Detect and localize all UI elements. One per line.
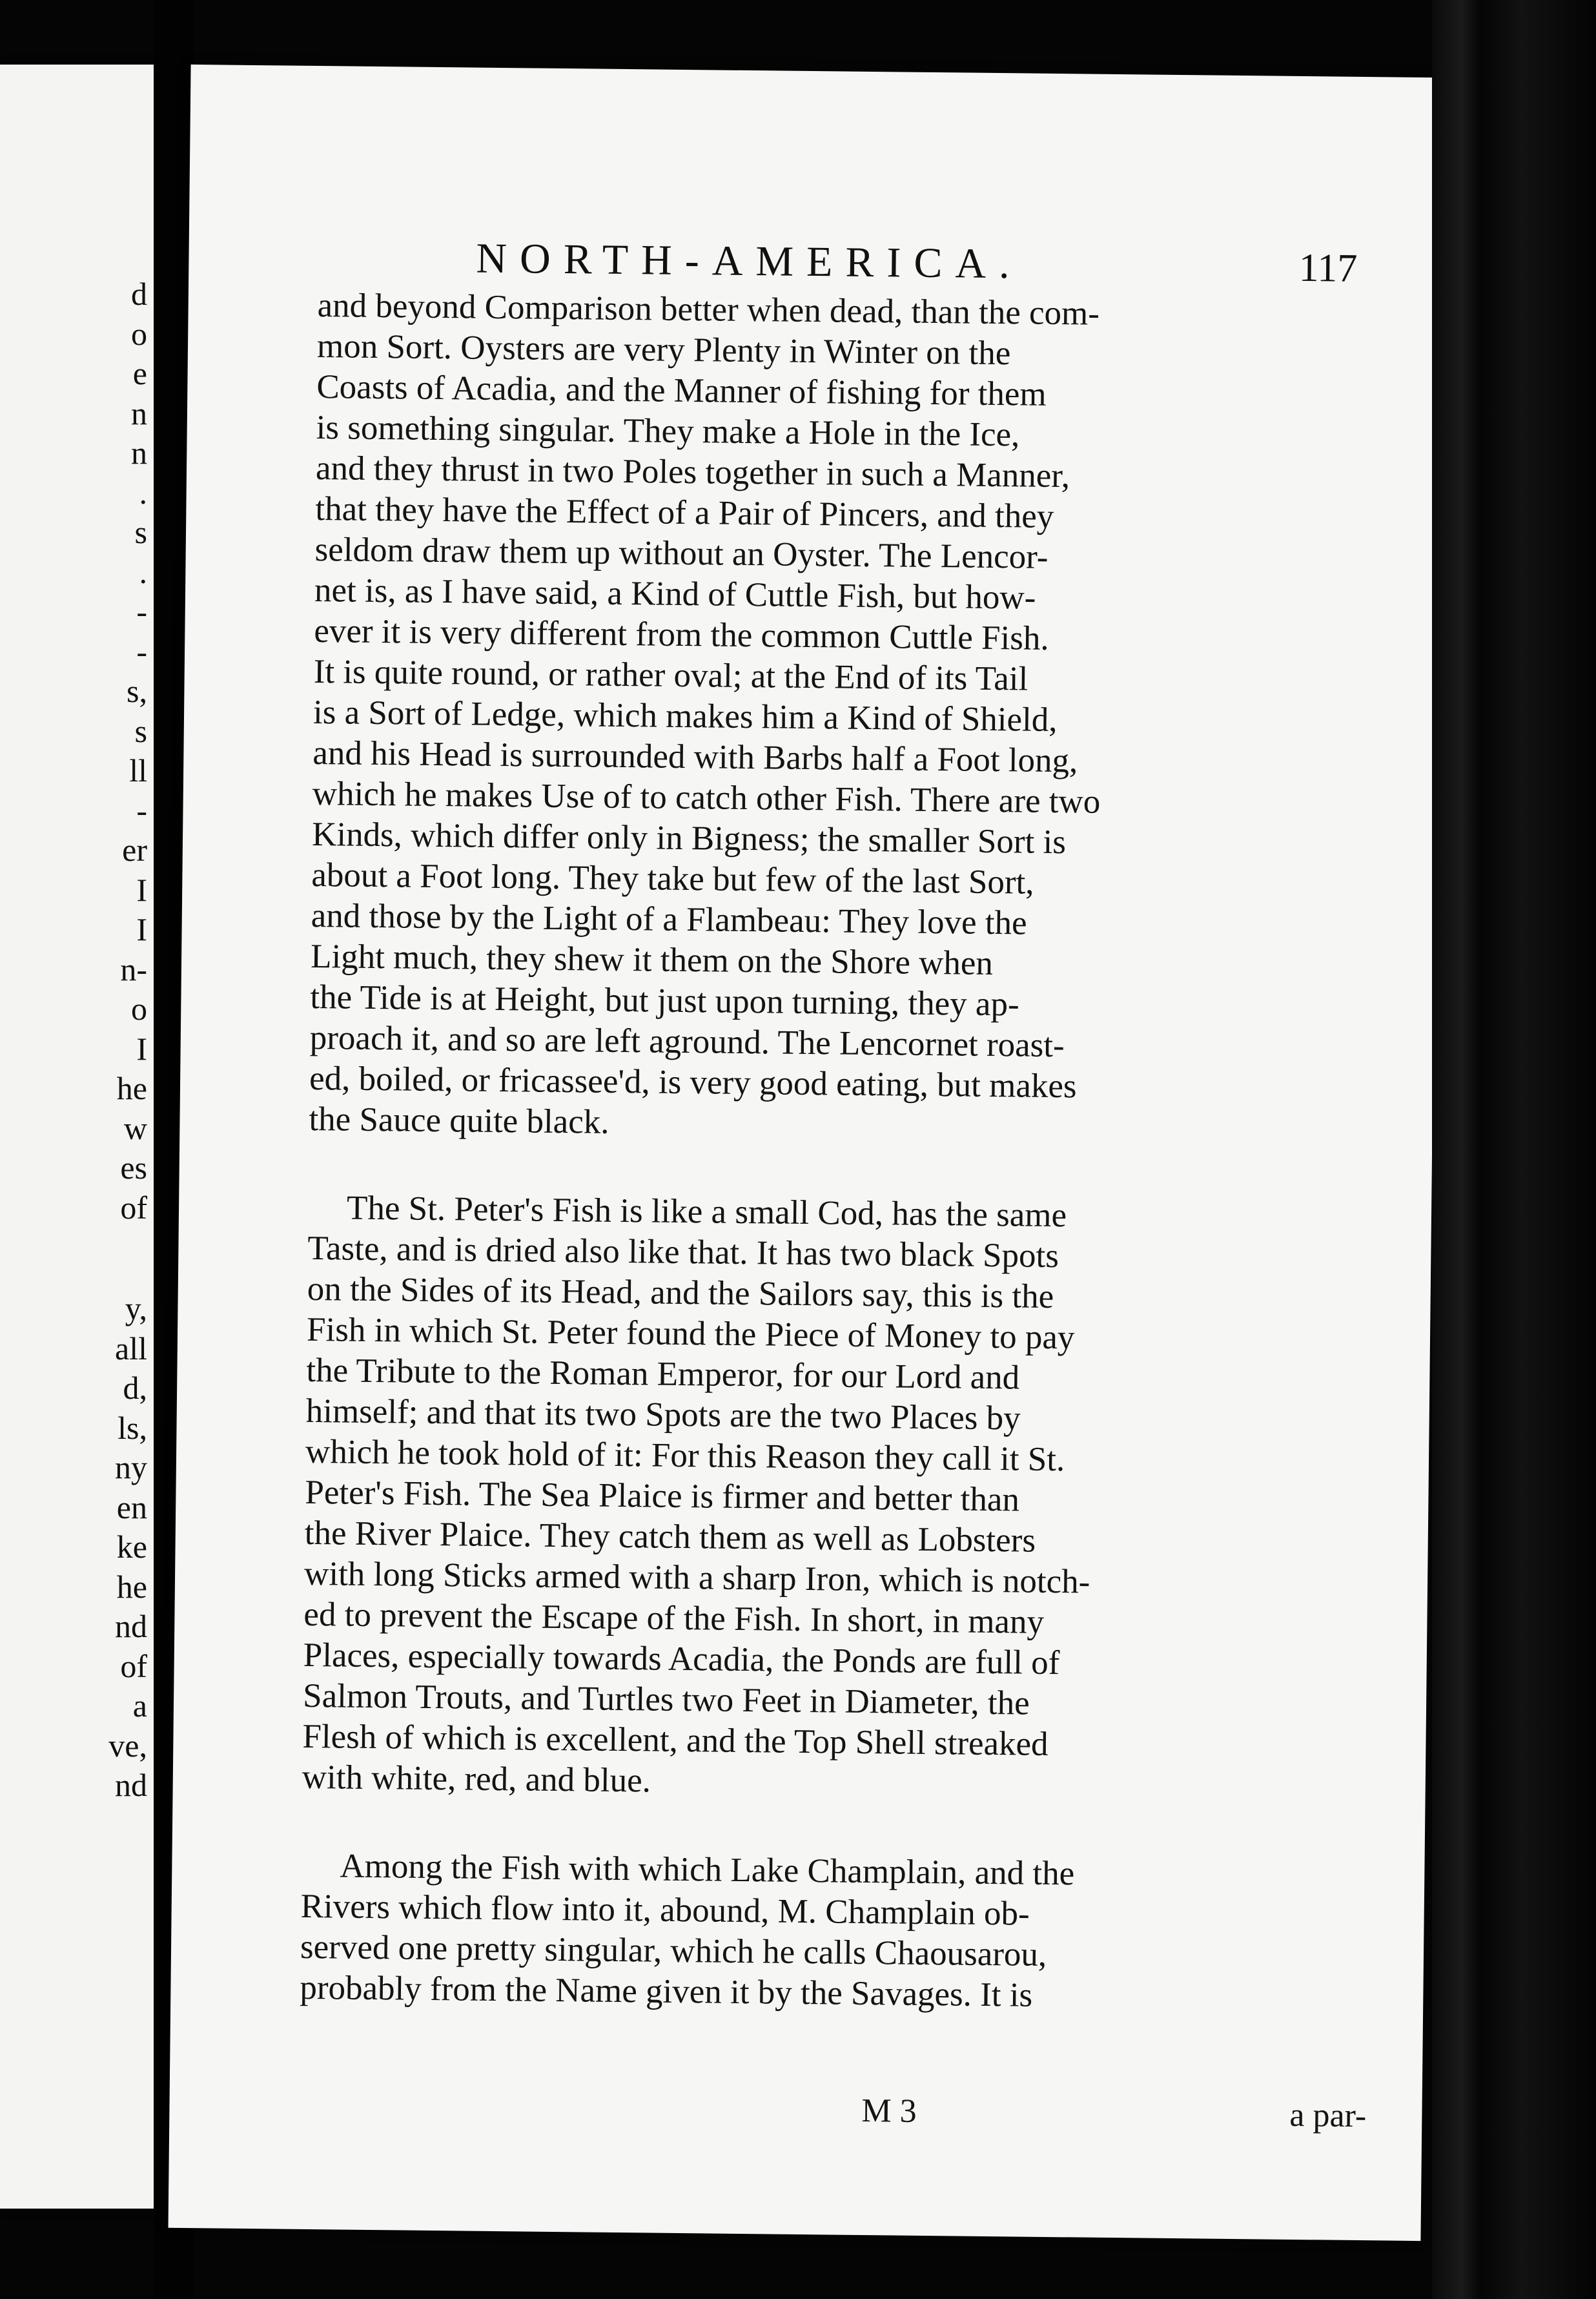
facing-page-fragment: nd: [115, 1767, 147, 1803]
text-line: that they have the Effect of a Pair of Pincers, and they: [315, 490, 1054, 535]
page-number: 117: [1298, 245, 1358, 291]
text-line: The St. Peter's Fish is like a small Cod, has the same: [346, 1189, 1067, 1235]
facing-page-fragment: .: [139, 553, 147, 590]
text-line: the Sauce quite black.: [309, 1100, 609, 1141]
facing-page-fragment: n: [131, 395, 147, 431]
facing-page-fragment: n-: [120, 951, 147, 987]
facing-page-fragment: ve,: [108, 1727, 147, 1764]
text-line: served one pretty singular, which he calls Chaousarou,: [300, 1928, 1047, 1974]
facing-page-fragment: .: [139, 474, 147, 511]
facing-page-fragment: n: [131, 435, 147, 471]
paragraph: [300, 1846, 1244, 2018]
facing-page-fragment: ls,: [118, 1409, 147, 1446]
facing-page-fragment: of: [120, 1189, 147, 1226]
text-line: Kinds, which differ only in Bigness; the smaller Sort is: [311, 815, 1067, 861]
text-line: and those by the Light of a Flambeau: They love the: [311, 896, 1027, 942]
facing-page-fragment: ll: [129, 752, 147, 789]
text-line: on the Sides of its Head, and the Sailors say, this is the: [307, 1270, 1054, 1316]
paragraph: [309, 285, 1260, 1150]
facing-page-fragment: s,: [127, 673, 147, 709]
facing-page-edge: [0, 65, 154, 2209]
facing-page-fragment: s: [134, 712, 147, 749]
text-line: which he makes Use of to catch other Fish. There are two: [312, 774, 1101, 821]
facing-page-fragment: I: [136, 911, 147, 947]
text-line: ever it is very different from the common Cuttle Fish.: [314, 612, 1049, 657]
book-page: [169, 65, 1444, 2241]
text-line: and beyond Comparison better when dead, than the com-: [317, 287, 1100, 333]
text-line: the Tribute to the Roman Emperor, for our Lord and: [306, 1351, 1020, 1397]
text-line: is something singular. They make a Hole in the Ice,: [316, 408, 1020, 454]
text-line: about a Foot long. They take but few of the last Sort,: [311, 856, 1034, 902]
facing-page-fragment: -: [136, 593, 147, 630]
facing-page-fragment: of: [120, 1647, 147, 1684]
facing-page-fragment: I: [136, 871, 147, 908]
facing-page-fragment: s: [134, 514, 147, 550]
facing-page-fragment: w: [123, 1109, 147, 1146]
signature-mark: M 3: [861, 2092, 917, 2130]
text-line: Places, especially towards Acadia, the Ponds are full of: [303, 1636, 1060, 1682]
text-line: proach it, and so are left aground. The Lencornet roast-: [309, 1018, 1065, 1065]
text-line: Rivers which flow into it, abound, M. Champlain ob-: [300, 1887, 1030, 1933]
paragraph: [302, 1188, 1251, 1808]
facing-page-fragment: a: [132, 1687, 147, 1724]
text-line: It is quite round, or rather oval; at the End of its Tail: [313, 652, 1028, 698]
text-line: Among the Fish with which Lake Champlain, and the: [340, 1847, 1075, 1893]
text-line: and his Head is surrounded with Barbs half a Foot long,: [312, 734, 1078, 780]
text-line: ed to prevent the Escape of the Fish. In short, in many: [303, 1595, 1045, 1641]
facing-page-fragment: ke: [116, 1529, 147, 1565]
facing-page-fragment: es: [120, 1150, 147, 1186]
facing-page-fragment: e: [132, 355, 147, 391]
facing-page-fragment: y,: [125, 1290, 147, 1326]
text-line: which he took hold of it: For this Reason they call it St.: [305, 1432, 1065, 1479]
text-line: himself; and that its two Spots are the two Places by: [305, 1392, 1021, 1438]
facing-page-fragment: -: [136, 792, 147, 829]
page-stack-edge: [1432, 0, 1596, 2299]
text-line: the River Plaice. They catch them as well as Lobsters: [304, 1514, 1036, 1560]
facing-page-fragment: -: [136, 633, 147, 670]
facing-page-fragment: d: [131, 276, 147, 312]
text-line: the Tide is at Height, but just upon turning, they ap-: [310, 978, 1019, 1024]
facing-page-fragment: er: [122, 832, 147, 868]
facing-page-fragment: nd: [115, 1608, 147, 1644]
facing-page-fragment: o: [131, 315, 147, 352]
text-line: Peter's Fish. The Sea Plaice is firmer and better than: [305, 1473, 1020, 1519]
page-body: [300, 285, 1260, 2018]
running-title: NORTH-AMERICA.: [476, 234, 1023, 288]
text-line: Taste, and is dried also like that. It has two black Spots: [307, 1229, 1059, 1275]
text-line: mon Sort. Oysters are very Plenty in Winter on the: [316, 327, 1011, 373]
text-line: Light much, they shew it them on the Shore when: [310, 937, 994, 983]
text-line: Coasts of Acadia, and the Manner of fishing for them: [316, 368, 1047, 413]
text-line: is a Sort of Ledge, which makes him a Kind of Shield,: [312, 693, 1058, 739]
text-line: with white, red, and blue.: [302, 1758, 651, 1800]
text-line: and they thrust in two Poles together in such a Manner,: [315, 449, 1070, 495]
text-line: probably from the Name given it by the Savages. It is: [300, 1968, 1033, 2014]
facing-page-fragment: I: [136, 1030, 147, 1067]
text-line: seldom draw them up without an Oyster. The Lencor-: [314, 530, 1049, 576]
facing-page-fragment: ny: [115, 1449, 147, 1485]
catchword: a par-: [1289, 2096, 1367, 2135]
facing-page-fragment: o: [131, 991, 147, 1027]
text-line: with long Sticks armed with a sharp Iron, which is notch-: [303, 1554, 1090, 1601]
facing-page-fragment: all: [115, 1330, 147, 1366]
facing-page-fragment: he: [116, 1568, 147, 1605]
text-line: Salmon Trouts, and Turtles two Feet in Diameter, the: [302, 1676, 1030, 1722]
facing-page-fragment: en: [116, 1489, 147, 1525]
text-line: Fish in which St. Peter found the Piece of Money to pay: [306, 1310, 1075, 1357]
facing-page-fragment: he: [116, 1070, 147, 1106]
text-line: ed, boiled, or fricassee'd, is very good eating, but makes: [309, 1059, 1077, 1106]
facing-page-fragment: d,: [123, 1370, 147, 1406]
text-line: Flesh of which is excellent, and the Top Shell streaked: [302, 1717, 1049, 1763]
text-line: net is, as I have said, a Kind of Cuttle Fish, but how-: [314, 571, 1036, 617]
